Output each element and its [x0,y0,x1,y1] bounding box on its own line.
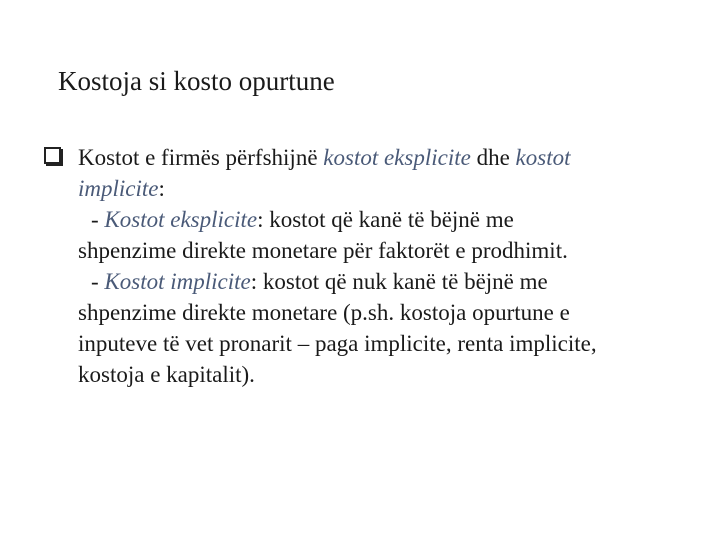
implicit-definition-line [91,266,548,297]
implicit-definition-continuation-1: shpenzime direkte monetare (p.sh. kostoja opurtune e [78,300,570,325]
checkbox-square-icon [44,147,61,164]
colon: : [250,269,258,294]
term-explicit-costs: Kostot eksplicite [104,207,258,232]
explicit-definition-continuation: shpenzime direkte monetare për faktorët e prodhimit. [78,238,568,263]
colon: : [257,207,264,232]
implicit-definition-continuation-3: kostoja e kapitalit). [78,362,255,387]
bullet-line-2 [78,173,165,204]
slide-title: Kostoja si kosto opurtune [58,66,335,96]
dash: - [91,207,105,232]
bullet-line-1 [78,142,571,173]
term-kostot: kostot [515,145,571,170]
definition-text: kostot që kanë të bëjnë me [263,207,514,232]
connector-text: dhe [470,145,516,170]
term-kostot-eksplicite: kostot eksplicite [323,145,471,170]
term-implicite: implicite [78,176,159,201]
bullet-text: Kostot e firmës përfshijnë [78,145,324,170]
definition-text: kostot që nuk kanë të bëjnë me [257,269,548,294]
implicit-definition-continuation-2: inputeve të vet pronarit – paga implicite, renta implicite, [78,331,597,356]
dash: - [91,269,105,294]
term-implicit-costs: Kostot implicite [104,269,251,294]
colon: : [158,176,165,201]
explicit-definition-line [91,204,514,235]
